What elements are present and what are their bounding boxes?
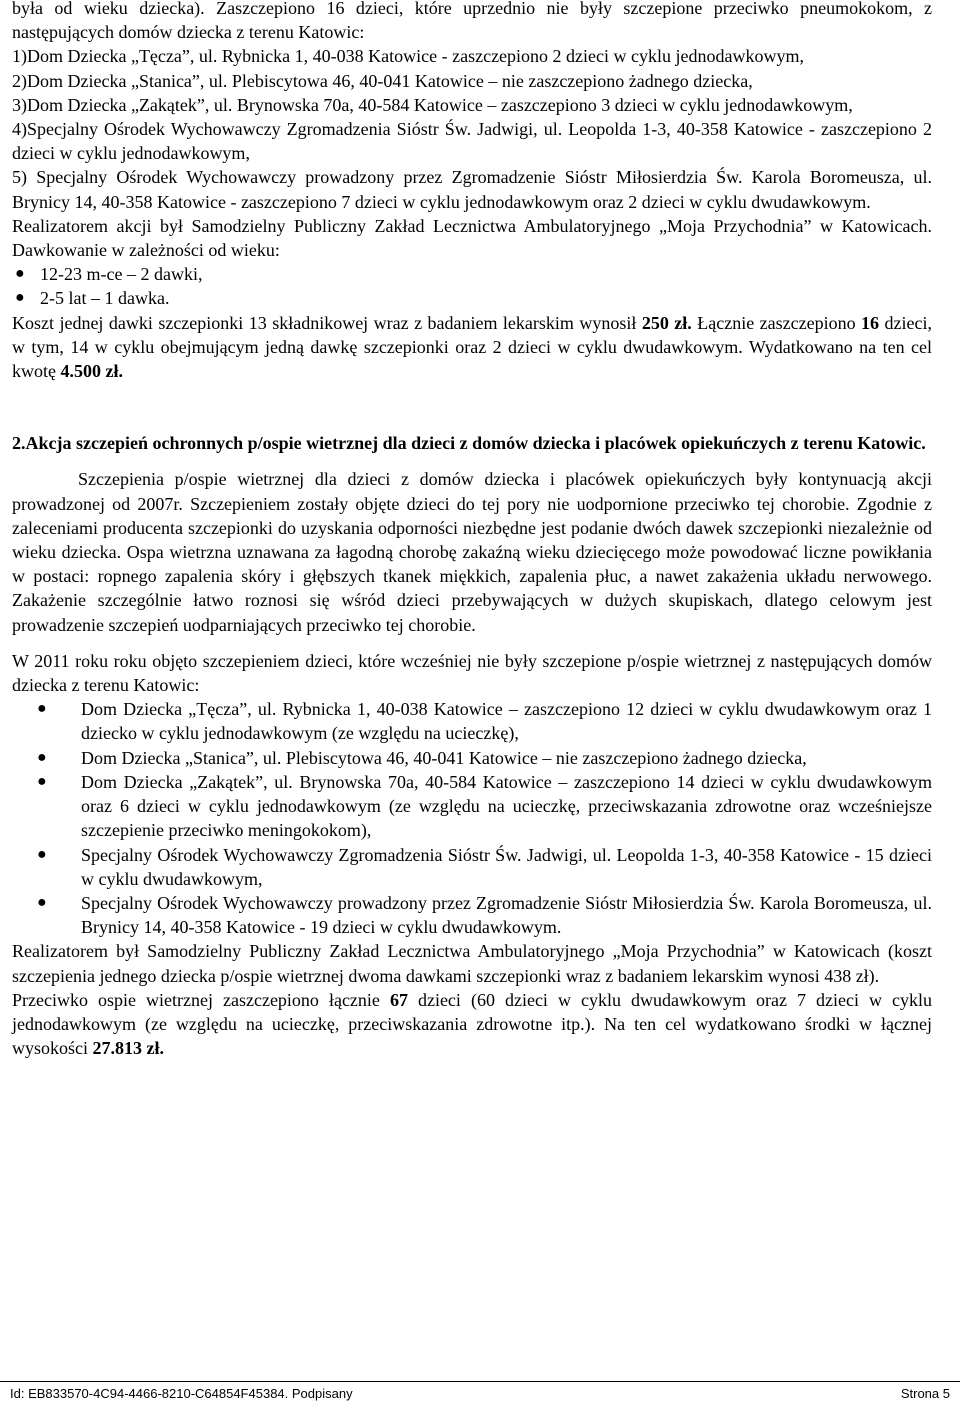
home-2: 2)Dom Dziecka „Stanica”, ul. Plebiscytowa 46, 40-041 Katowice – nie zaszczepiono żadnego dziecka, (12, 70, 753, 91)
list-item: ● Dom Dziecka „Zakątek”, ul. Brynowska 70a, 40-584 Katowice – zaszczepiono 14 dzieci w cyklu dwudawkowym oraz 6 dzieci w cyklu jednodawkowym (ze względu na ucieczkę, przeciwskazania zdrowotne oraz wcześniejsze szczepienie przeciwko meningokokom), (37, 771, 932, 841)
bullet-icon: ● (15, 265, 25, 283)
document-page (12, 0, 932, 1060)
bullet-icon: ● (37, 700, 47, 718)
list-item: ● 12-23 m-ce – 2 dawki, (12, 262, 932, 286)
realizer-paragraph: Realizatorem akcji był Samodzielny Publiczny Zakład Lecznictwa Ambulatoryjnego „Moja Przychodnia” w Katowicach. Dawkowanie w zależności od wieku: (12, 215, 932, 261)
list-item: ● Dom Dziecka „Tęcza”, ul. Rybnicka 1, 40-038 Katowice – zaszczepiono 12 dzieci w cyklu dwudawkowym oraz 1 dziecko w cyklu jednodawkowym (ze względu na ucieczkę), (37, 699, 932, 744)
list-item: ● Dom Dziecka „Stanica”, ul. Plebiscytowa 46, 40-041 Katowice – nie zaszczepiono żadnego dziecka, (12, 746, 932, 770)
homes-intro: W 2011 roku roku objęto szczepieniem dzieci, które wcześniej nie były szczepione p/ospie wietrznej z następujących domów dziecka z terenu Katowic: (12, 650, 932, 696)
list-item: ● Specjalny Ośrodek Wychowawczy Zgromadzenia Sióstr Św. Jadwigi, ul. Leopolda 1-3, 40-358 Katowice - 15 dzieci w cyklu dwudawkowym, (37, 844, 932, 889)
homes-list (12, 697, 932, 939)
intro-paragraph: była od wieku dziecka). Zaszczepiono 16 dzieci, które uprzednio nie były szczepione przeciwko pneumokokom, z następujących domów dziecka z terenu Katowic: (12, 0, 932, 43)
page-number: Strona 5 (900, 1386, 950, 1401)
bullet-icon: ● (37, 772, 47, 790)
realizer-paragraph-2: Realizatorem był Samodzielny Publiczny Zakład Lecznictwa Ambulatoryjnego „Moja Przychodnia” w Katowicach (koszt szczepienia jednego dziecka p/ospie wietrznej dwoma dawkami szczepionki wraz z badaniem lekarskim wynosi 438 zł). (12, 941, 932, 986)
bullet-icon: ● (37, 845, 47, 863)
bullet-icon: ● (37, 748, 47, 766)
home-1: 1)Dom Dziecka „Tęcza”, ul. Rybnicka 1, 40-038 Katowice - zaszczepiono 2 dzieci w cyklu jednodawkowym, (12, 46, 804, 67)
page-footer (10, 1386, 950, 1402)
section-heading: 2.Akcja szczepień ochronnych p/ospie wietrznej dla dzieci z domów dziecka i placówek opiekuńczych z terenu Katowic. (12, 433, 926, 454)
dosage-list (12, 262, 932, 310)
total-paragraph: Przeciwko ospie wietrznej zaszczepiono łącznie 67 dzieci (60 dzieci w cyklu dwudawkowym oraz 7 dzieci w cyklu jednodawkowym (ze względu na ucieczkę, przeciwskazania zdrowotne itp.). Na ten cel wydatkowano środki w łącznej wysokości 27.813 zł. (12, 989, 932, 1059)
intro-paragraph-2: Szczepienia p/ospie wietrznej dla dzieci z domów dziecka i placówek opiekuńczych były kontynuacją akcji prowadzonej od 2007r. Szczepieniem zostały objęte dzieci do tej pory nie uodpornione przeciwko tej chorobie. Zgodnie z zaleceniami producenta szczepionki do uzyskania odporności niezbędne jest podanie dwóch dawek szczepionki niezależnie od wieku dziecka. Ospa wietrzna uznawana za łagodną chorobę zakaźną wieku dziecięcego może powodować liczne powikłania w postaci: ropnego zapalenia skóry i głębszych tkanek miękkich, zapalenia płuc, a nawet zakażenia układu nerwowego. Zakażenie szczególnie łatwo roznosi się wśród dzieci przebywających w dużych skupiskach, dlatego celowym jest prowadzenie szczepień uodparniających przeciwko tej chorobie. (12, 469, 932, 635)
home-5: 5) Specjalny Ośrodek Wychowawczy prowadzony przez Zgromadzenie Sióstr Miłosierdzia Św. Karola Boromeusza, ul. Brynicy 14, 40-358 Katowice - zaszczepiono 7 dzieci w cyklu jednodawkowym oraz 2 dzieci w cyklu dwudawkowym. (12, 167, 932, 212)
bullet-icon: ● (15, 289, 25, 307)
list-item: ● 2-5 lat – 1 dawka. (12, 286, 932, 310)
cost-paragraph: Koszt jednej dawki szczepionki 13 składnikowej wraz z badaniem lekarskim wynosił 250 zł. Łącznie zaszczepiono 16 dzieci, w tym, 14 w cyklu obejmującym jedną dawkę szczepionki oraz 2 dzieci w cyklu dwudawkowym. Wydatkowano na ten cel kwotę 4.500 zł. (12, 312, 932, 382)
home-3: 3)Dom Dziecka „Zakątek”, ul. Brynowska 70a, 40-584 Katowice – zaszczepiono 3 dzieci w cyklu jednodawkowym, (12, 94, 853, 115)
list-item: ● Specjalny Ośrodek Wychowawczy prowadzony przez Zgromadzenie Sióstr Miłosierdzia Św. Karola Boromeusza, ul. Brynicy 14, 40-358 Katowice - 19 dzieci w cyklu dwudawkowym. (37, 892, 932, 938)
bullet-icon: ● (37, 893, 47, 911)
document-id: Id: EB833570-4C94-4466-8210-C64854F45384. Podpisany (10, 1386, 353, 1401)
footer-divider (0, 1381, 960, 1382)
home-4: 4)Specjalny Ośrodek Wychowawczy Zgromadzenia Sióstr Św. Jadwigi, ul. Leopolda 1-3, 40-358 Katowice - zaszczepiono 2 dzieci w cyklu jednodawkowym, (12, 119, 932, 164)
